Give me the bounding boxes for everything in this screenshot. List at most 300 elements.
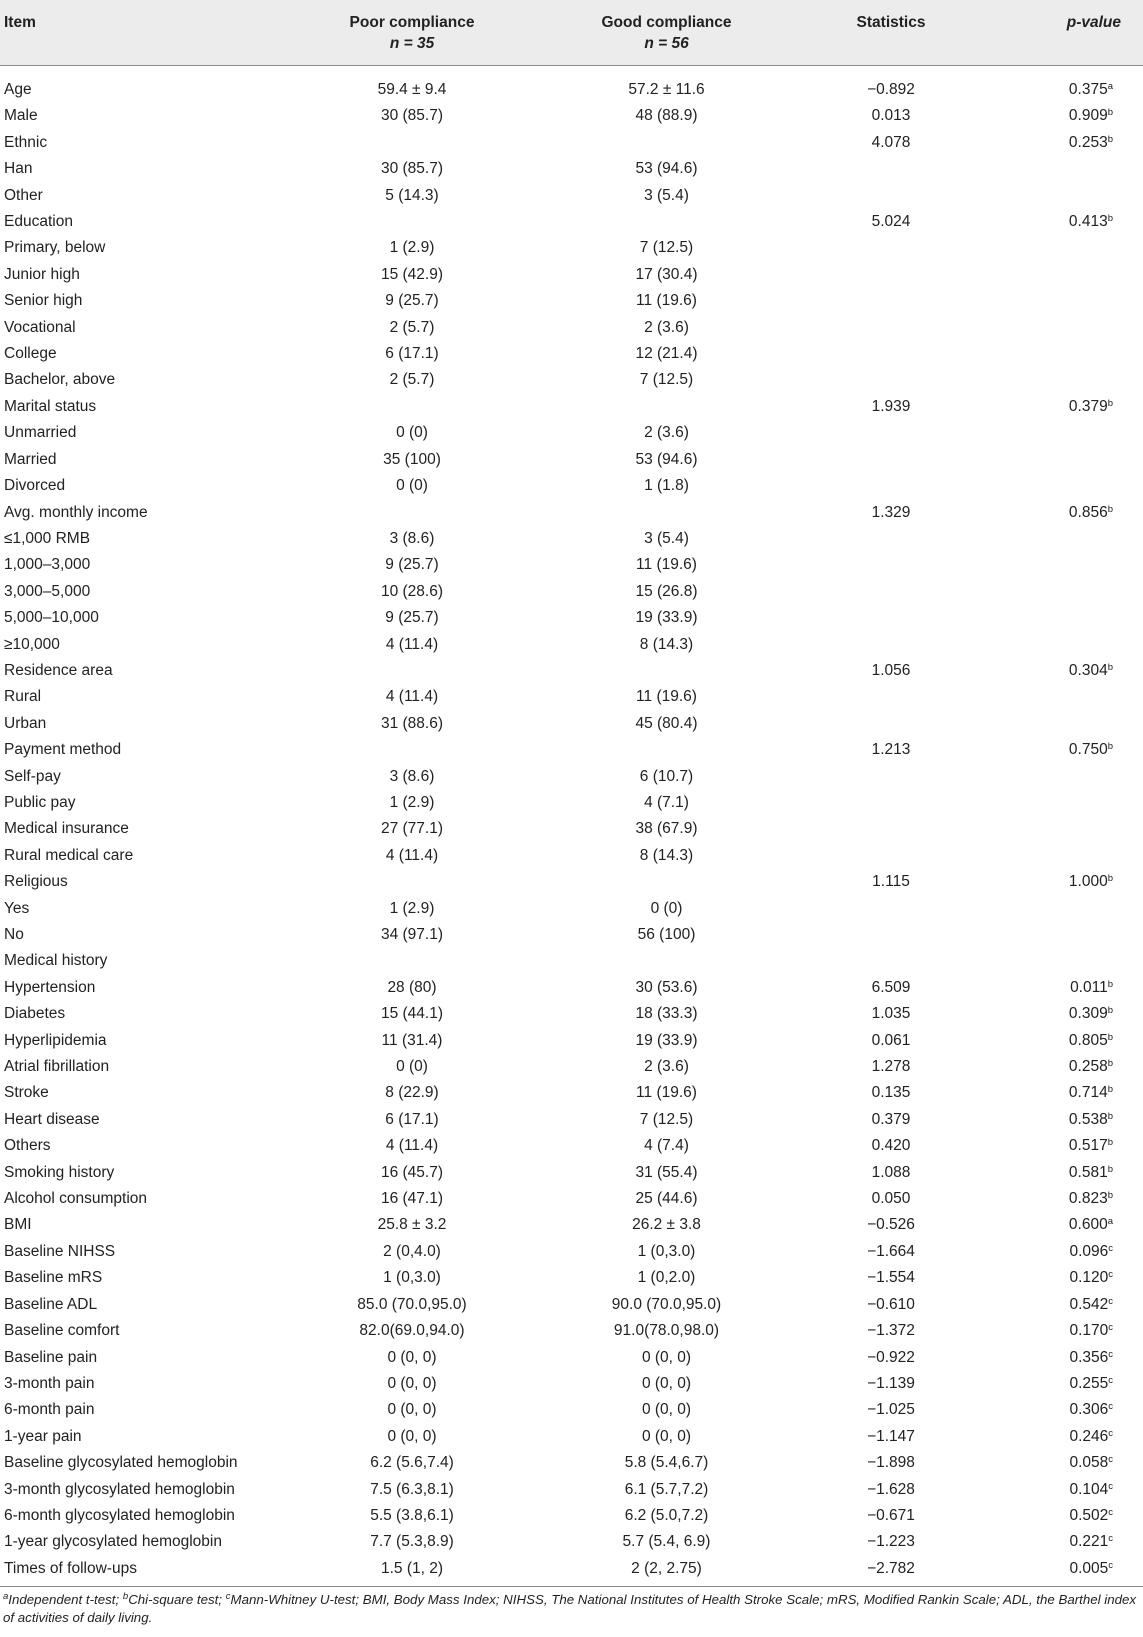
table-row	[0, 1133, 1143, 1159]
cell-item-text: Education	[4, 213, 73, 231]
cell-statistics	[805, 605, 977, 631]
cell-poor	[296, 209, 528, 235]
cell-good	[528, 1318, 805, 1344]
cell-statistics-text: 0.050	[871, 1190, 911, 1208]
p-value-footnote-mark: c	[1108, 1322, 1113, 1334]
cell-statistics	[805, 1186, 977, 1212]
cell-item	[0, 922, 296, 948]
cell-good	[528, 1186, 805, 1212]
cell-good	[528, 1529, 805, 1555]
cell-item	[0, 1239, 296, 1265]
cell-poor	[296, 156, 528, 182]
cell-good-text: 5.7 (5.4, 6.9)	[622, 1533, 711, 1551]
table-row	[0, 684, 1143, 710]
cell-statistics	[805, 209, 977, 235]
cell-statistics-text: 1.088	[871, 1163, 911, 1181]
cell-p-value	[977, 790, 1143, 816]
p-value-footnote-mark: b	[1107, 741, 1113, 753]
cell-item-text: Residence area	[4, 661, 113, 679]
table-row	[0, 1503, 1143, 1529]
cell-statistics	[805, 1477, 977, 1503]
table-row	[0, 367, 1143, 393]
cell-p-value	[977, 420, 1143, 446]
cell-good	[528, 1001, 805, 1027]
cell-statistics	[805, 1397, 977, 1423]
cell-poor-text: 82.0(69.0,94.0)	[359, 1322, 465, 1340]
table-row	[0, 394, 1143, 420]
cell-p-value	[977, 1054, 1143, 1080]
cell-item	[0, 1160, 296, 1186]
cell-item	[0, 103, 296, 129]
cell-statistics	[805, 500, 977, 526]
cell-good-text: 53 (94.6)	[635, 450, 698, 468]
cell-item	[0, 1556, 296, 1587]
cell-good	[528, 420, 805, 446]
header-item: Item	[0, 0, 296, 66]
table-row	[0, 1292, 1143, 1318]
cell-poor-text: 1 (2.9)	[389, 899, 435, 917]
cell-good	[528, 1450, 805, 1476]
cell-p-value-text: 0.413	[1068, 213, 1108, 231]
cell-good-text: 11 (19.6)	[636, 556, 697, 574]
cell-item-text: Medical history	[4, 952, 108, 970]
cell-item	[0, 737, 296, 763]
cell-p-value-text: 0.253	[1068, 133, 1108, 151]
cell-statistics-text: −0.671	[867, 1506, 915, 1524]
footnote-a-text: Independent t-test;	[8, 1592, 123, 1608]
cell-p-value-text: 0.221	[1069, 1533, 1109, 1551]
cell-p-value	[977, 896, 1143, 922]
cell-statistics	[805, 790, 977, 816]
cell-poor	[296, 315, 528, 341]
cell-p-value	[977, 1371, 1143, 1397]
cell-statistics	[805, 658, 977, 684]
cell-statistics	[805, 235, 977, 261]
cell-poor	[296, 790, 528, 816]
cell-p-value	[977, 1265, 1143, 1291]
cell-good-text: 0 (0, 0)	[641, 1374, 692, 1392]
cell-item	[0, 526, 296, 552]
cell-poor-text: 0 (0)	[396, 1058, 428, 1076]
cell-statistics	[805, 843, 977, 869]
cell-item-text: 5,000–10,000	[4, 609, 99, 627]
cell-statistics-text: −1.898	[867, 1454, 915, 1472]
p-value-footnote-mark: b	[1107, 873, 1113, 885]
table-row	[0, 1345, 1143, 1371]
table-row	[0, 1160, 1143, 1186]
cell-statistics	[805, 1160, 977, 1186]
cell-p-value-text: 0.058	[1069, 1454, 1109, 1472]
cell-poor-text: 6 (17.1)	[385, 1110, 439, 1128]
cell-good	[528, 209, 805, 235]
cell-good	[528, 341, 805, 367]
p-value-footnote-mark: b	[1107, 1163, 1113, 1175]
cell-p-value	[977, 1292, 1143, 1318]
cell-statistics-text: −1.139	[867, 1374, 915, 1392]
cell-poor-text: 10 (28.6)	[380, 582, 444, 600]
cell-poor	[296, 1345, 528, 1371]
cell-item-text: Baseline mRS	[4, 1269, 103, 1287]
table-row	[0, 1529, 1143, 1555]
cell-poor	[296, 1477, 528, 1503]
p-value-footnote-mark: b	[1107, 397, 1113, 409]
cell-poor-text: 0 (0)	[396, 477, 428, 495]
cell-poor-text: 11 (31.4)	[381, 1031, 443, 1049]
cell-good	[528, 869, 805, 895]
cell-good-text: 45 (80.4)	[635, 714, 698, 732]
cell-poor	[296, 1503, 528, 1529]
cell-p-value	[977, 1028, 1143, 1054]
cell-p-value-text: 0.104	[1069, 1480, 1109, 1498]
cell-statistics-text: −0.892	[867, 81, 915, 98]
cell-p-value	[977, 1345, 1143, 1371]
cell-good-text: 7 (12.5)	[639, 239, 694, 257]
cell-item	[0, 500, 296, 526]
cell-statistics-text: −1.554	[867, 1269, 915, 1287]
cell-item	[0, 816, 296, 842]
cell-good-text: 25 (44.6)	[635, 1190, 698, 1208]
p-value-footnote-mark: c	[1108, 1559, 1113, 1571]
cell-item-text: Primary, below	[4, 239, 106, 257]
cell-item-text: Junior high	[4, 265, 80, 283]
cell-p-value-text: 0.309	[1068, 1005, 1108, 1023]
cell-good	[528, 816, 805, 842]
cell-item	[0, 605, 296, 631]
cell-poor	[296, 1265, 528, 1291]
table-row	[0, 500, 1143, 526]
cell-good	[528, 1054, 805, 1080]
cell-poor	[296, 1371, 528, 1397]
cell-statistics-text: 4.078	[871, 133, 911, 151]
footnote-mark-c: c	[225, 1591, 231, 1603]
cell-poor-text: 9 (25.7)	[385, 556, 439, 574]
cell-statistics	[805, 948, 977, 974]
cell-poor	[296, 896, 528, 922]
cell-poor	[296, 1054, 528, 1080]
cell-poor-text: 15 (44.1)	[380, 1005, 444, 1023]
cell-good-text: 3 (5.4)	[644, 529, 689, 547]
cell-good-text: 1 (0,2.0)	[637, 1269, 696, 1287]
cell-item	[0, 1265, 296, 1291]
cell-item	[0, 1080, 296, 1106]
cell-item	[0, 1054, 296, 1080]
cell-statistics-text: −1.025	[867, 1401, 915, 1419]
footnote-b-text: Chi-square test;	[128, 1592, 226, 1608]
cell-statistics	[805, 288, 977, 314]
cell-poor-text: 59.4 ± 9.4	[377, 81, 447, 98]
cell-item	[0, 473, 296, 499]
table-row	[0, 1080, 1143, 1106]
cell-p-value	[977, 1450, 1143, 1476]
cell-statistics	[805, 1371, 977, 1397]
p-value-footnote-mark: c	[1108, 1295, 1113, 1307]
cell-p-value-text: 0.823	[1068, 1190, 1108, 1208]
cell-poor	[296, 1212, 528, 1238]
table-row	[0, 183, 1143, 209]
cell-statistics	[805, 684, 977, 710]
cell-item-text: Bachelor, above	[4, 371, 116, 389]
cell-good	[528, 288, 805, 314]
cell-poor-text: 30 (85.7)	[380, 107, 444, 125]
p-value-footnote-mark: b	[1107, 503, 1113, 515]
cell-statistics-text: −1.223	[867, 1533, 915, 1551]
cell-statistics	[805, 579, 977, 605]
cell-item-text: Stroke	[4, 1084, 49, 1102]
cell-poor-text: 1 (2.9)	[389, 793, 435, 811]
p-value-footnote-mark: c	[1108, 1348, 1113, 1360]
cell-p-value	[977, 1477, 1143, 1503]
cell-p-value	[977, 262, 1143, 288]
cell-good-text: 6.2 (5.0,7.2)	[624, 1506, 709, 1524]
cell-good	[528, 843, 805, 869]
cell-statistics-text: 1.329	[871, 503, 911, 521]
cell-p-value	[977, 341, 1143, 367]
cell-good	[528, 711, 805, 737]
cell-poor	[296, 605, 528, 631]
cell-item-text: ≤1,000 RMB	[4, 529, 91, 547]
cell-good-text: 53 (94.6)	[635, 160, 698, 178]
cell-poor-text: 9 (25.7)	[385, 292, 439, 310]
cell-statistics	[805, 526, 977, 552]
cell-item-text: Heart disease	[4, 1110, 100, 1128]
p-value-footnote-mark: b	[1107, 1031, 1113, 1043]
cell-p-value	[977, 1186, 1143, 1212]
cell-p-value	[977, 526, 1143, 552]
p-value-footnote-mark: b	[1107, 107, 1113, 119]
table-row	[0, 764, 1143, 790]
table-row	[0, 1318, 1143, 1344]
cell-p-value	[977, 1212, 1143, 1238]
cell-statistics	[805, 1239, 977, 1265]
cell-good-text: 48 (88.9)	[635, 107, 698, 125]
cell-item-text: Public pay	[4, 793, 76, 811]
cell-poor-text: 25.8 ± 3.2	[377, 1216, 447, 1234]
cell-poor-text: 0 (0, 0)	[387, 1401, 437, 1419]
cell-good	[528, 658, 805, 684]
header-p-value: p-value	[977, 0, 1143, 66]
cell-good	[528, 1397, 805, 1423]
cell-poor-text: 4 (11.4)	[385, 1137, 439, 1155]
cell-good	[528, 764, 805, 790]
cell-statistics-text: −0.922	[867, 1348, 915, 1366]
cell-good-text: 4 (7.1)	[644, 793, 689, 811]
cell-p-value	[977, 156, 1143, 182]
cell-statistics	[805, 1556, 977, 1587]
cell-statistics	[805, 1529, 977, 1555]
cell-statistics	[805, 1424, 977, 1450]
cell-good	[528, 66, 805, 104]
p-value-footnote-mark: b	[1107, 133, 1113, 145]
cell-statistics	[805, 156, 977, 182]
cell-item-text: 3-month glycosylated hemoglobin	[4, 1480, 235, 1498]
cell-p-value-text: 0.306	[1069, 1401, 1109, 1419]
cell-statistics	[805, 1028, 977, 1054]
cell-item	[0, 262, 296, 288]
cell-poor-text: 8 (22.9)	[385, 1084, 439, 1102]
cell-item	[0, 447, 296, 473]
cell-p-value-text: 0.356	[1069, 1348, 1109, 1366]
cell-statistics-text: 1.939	[871, 397, 911, 415]
cell-good-text: 90.0 (70.0,95.0)	[611, 1295, 722, 1313]
cell-good	[528, 1371, 805, 1397]
table-header	[0, 0, 1143, 66]
cell-statistics	[805, 341, 977, 367]
cell-p-value-text: 0.805	[1068, 1031, 1108, 1049]
cell-statistics-text: 6.509	[871, 978, 911, 996]
cell-item-text: Age	[4, 81, 32, 98]
cell-item-text: Atrial fibrillation	[4, 1058, 110, 1076]
p-value-footnote-mark: b	[1107, 1137, 1113, 1149]
cell-item-text: Rural medical care	[4, 846, 134, 864]
table-row	[0, 737, 1143, 763]
table-row	[0, 1001, 1143, 1027]
table-row	[0, 632, 1143, 658]
cell-poor	[296, 948, 528, 974]
cell-good	[528, 130, 805, 156]
cell-poor	[296, 1318, 528, 1344]
cell-p-value	[977, 605, 1143, 631]
cell-poor	[296, 975, 528, 1001]
p-value-footnote-mark: a	[1107, 1216, 1113, 1228]
cell-p-value	[977, 1503, 1143, 1529]
cell-p-value-text: 0.600	[1068, 1216, 1108, 1234]
cell-item-text: Baseline glycosylated hemoglobin	[4, 1454, 238, 1472]
cell-poor-text: 30 (85.7)	[380, 160, 444, 178]
cell-item-text: Other	[4, 186, 43, 204]
cell-item-text: Marital status	[4, 397, 97, 415]
cell-statistics	[805, 66, 977, 104]
cell-item-text: BMI	[4, 1216, 32, 1234]
footnote-c-text: Mann-Whitney U-test; BMI, Body Mass Index; NIHSS, The National Institutes of Health Stroke Scale; mRS, Modified Rankin Scale; ADL, the Barthel index of activities of daily living.	[3, 1592, 1137, 1626]
cell-statistics	[805, 1292, 977, 1318]
cell-item	[0, 658, 296, 684]
table-row	[0, 262, 1143, 288]
cell-item-text: 3-month pain	[4, 1374, 95, 1392]
cell-good-text: 11 (19.6)	[636, 292, 697, 310]
cell-item	[0, 156, 296, 182]
cell-p-value	[977, 1107, 1143, 1133]
cell-item-text: Han	[4, 160, 33, 178]
cell-statistics	[805, 1080, 977, 1106]
cell-p-value	[977, 367, 1143, 393]
cell-item-text: Baseline comfort	[4, 1322, 120, 1340]
cell-poor	[296, 843, 528, 869]
cell-good	[528, 183, 805, 209]
cell-statistics	[805, 447, 977, 473]
cell-poor	[296, 869, 528, 895]
cell-item	[0, 130, 296, 156]
cell-item-text: College	[4, 345, 57, 363]
cell-p-value	[977, 315, 1143, 341]
cell-poor	[296, 1080, 528, 1106]
table-row	[0, 473, 1143, 499]
cell-poor-text: 9 (25.7)	[385, 609, 439, 627]
cell-statistics-text: 1.115	[872, 873, 910, 891]
cell-poor	[296, 1107, 528, 1133]
cell-item	[0, 1001, 296, 1027]
table-row	[0, 130, 1143, 156]
cell-item-text: Male	[4, 107, 38, 125]
cell-poor	[296, 66, 528, 104]
p-value-footnote-mark: b	[1107, 1084, 1113, 1096]
cell-item-text: No	[4, 926, 24, 943]
cell-item	[0, 711, 296, 737]
cell-item-text: Married	[4, 450, 57, 468]
table-row	[0, 1371, 1143, 1397]
cell-statistics	[805, 1318, 977, 1344]
table-row	[0, 1265, 1143, 1291]
cell-item-text: Alcohol consumption	[4, 1190, 148, 1208]
cell-statistics-text: 1.056	[871, 661, 911, 679]
table-row	[0, 447, 1143, 473]
cell-good	[528, 1028, 805, 1054]
cell-statistics-text: 1.213	[871, 741, 911, 759]
cell-poor	[296, 552, 528, 578]
cell-statistics	[805, 367, 977, 393]
cell-item-text: Diabetes	[4, 1005, 66, 1023]
cell-p-value	[977, 948, 1143, 974]
cell-item	[0, 288, 296, 314]
cell-statistics	[805, 183, 977, 209]
cell-item	[0, 66, 296, 104]
p-value-footnote-mark: b	[1107, 661, 1113, 673]
cell-p-value-text: 0.096	[1069, 1242, 1109, 1260]
cell-statistics-text: 0.061	[871, 1031, 911, 1049]
table-row	[0, 1107, 1143, 1133]
cell-p-value	[977, 130, 1143, 156]
table-row	[0, 790, 1143, 816]
cell-p-value	[977, 632, 1143, 658]
cell-statistics	[805, 896, 977, 922]
cell-p-value	[977, 66, 1143, 104]
table-row	[0, 843, 1143, 869]
cell-statistics	[805, 1054, 977, 1080]
cell-good-text: 2 (3.6)	[644, 318, 689, 336]
cell-good-text: 91.0(78.0,98.0)	[613, 1322, 720, 1340]
p-value-footnote-mark: c	[1108, 1374, 1113, 1386]
cell-good	[528, 394, 805, 420]
cell-p-value-text: 0.258	[1068, 1058, 1108, 1076]
cell-good-text: 1 (1.8)	[644, 477, 689, 495]
cell-statistics	[805, 103, 977, 129]
cell-poor	[296, 1397, 528, 1423]
cell-p-value	[977, 1397, 1143, 1423]
table-row	[0, 975, 1143, 1001]
cell-p-value	[977, 1239, 1143, 1265]
cell-item	[0, 209, 296, 235]
cell-good	[528, 552, 805, 578]
cell-poor-text: 16 (45.7)	[380, 1163, 444, 1181]
cell-poor-text: 2 (0,4.0)	[383, 1242, 441, 1260]
cell-item-text: Self-pay	[4, 767, 61, 785]
cell-statistics-text: 1.278	[871, 1058, 911, 1076]
cell-item-text: 3,000–5,000	[4, 582, 91, 600]
cell-good	[528, 103, 805, 129]
cell-good	[528, 975, 805, 1001]
table-row	[0, 1450, 1143, 1476]
cell-p-value	[977, 103, 1143, 129]
table-row	[0, 552, 1143, 578]
header-good-n: n = 56	[644, 35, 689, 52]
cell-poor	[296, 447, 528, 473]
cell-statistics-text: −0.610	[867, 1295, 915, 1313]
cell-item-text: Unmarried	[4, 424, 77, 442]
cell-good	[528, 1477, 805, 1503]
table-row	[0, 816, 1143, 842]
cell-good	[528, 1265, 805, 1291]
cell-poor-text: 6 (17.1)	[385, 345, 439, 363]
cell-good	[528, 1080, 805, 1106]
